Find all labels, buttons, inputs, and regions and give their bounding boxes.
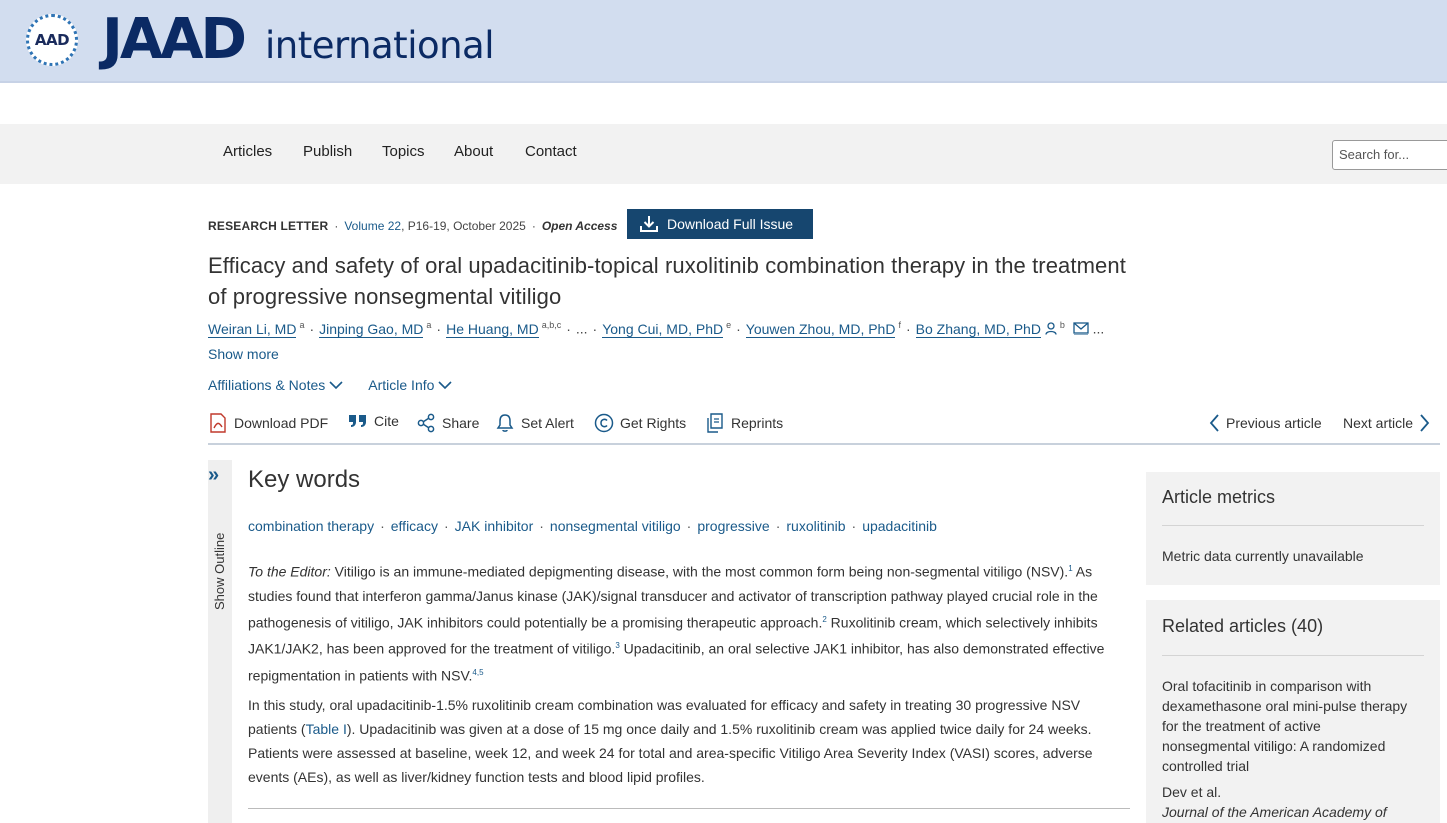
download-pdf-button[interactable]: Download PDF xyxy=(208,413,328,433)
quote-icon xyxy=(348,413,368,429)
email-icon[interactable] xyxy=(1073,321,1089,335)
reference-link[interactable]: 3 xyxy=(615,641,620,651)
person-icon xyxy=(1045,322,1057,335)
reprints-button[interactable]: Reprints xyxy=(705,413,783,433)
nav-about[interactable]: About xyxy=(454,143,494,160)
related-article-authors: Dev et al. xyxy=(1162,784,1222,800)
keyword-link[interactable]: upadacitinib xyxy=(862,518,937,534)
nav-contact[interactable]: Contact xyxy=(525,143,577,160)
set-alert-button[interactable]: Set Alert xyxy=(495,413,574,433)
authors-ellipsis: ... xyxy=(575,320,588,337)
keyword-link[interactable]: nonsegmental vitiligo xyxy=(549,518,681,534)
author-link[interactable]: Jinping Gao, MD xyxy=(319,320,424,337)
body-paragraph-2: In this study, oral upadacitinib-1.5% ruxolitinib cream combination was evaluated for efficacy and safety in treating 30 progressive NSV patients (Table I). Upadacitinib was given at a dose of 15 mg once daily and 1.5% ruxolitinib cream was applied twice daily for 24 weeks. Patients were assessed at baseline, week 12, and week 24 for total and area-specific Vitiligo Area Severity Index (VASI) scores, adverse events (AEs), as well as liver/kidney function tests and blood lipid profiles. xyxy=(248,697,1093,785)
keywords-list: combination therapy · efficacy · JAK inhibitor · nonsegmental vitiligo · progressive · ruxolitinib · upadacitinib xyxy=(248,518,937,534)
share-button[interactable]: Share xyxy=(416,413,479,433)
show-more-link[interactable]: Show more xyxy=(208,346,279,362)
article-type: RESEARCH LETTER xyxy=(208,219,329,233)
international-brand[interactable]: international xyxy=(265,24,495,67)
chevron-right-icon xyxy=(1419,413,1431,433)
nav-topics[interactable]: Topics xyxy=(382,143,425,160)
article-toolbar xyxy=(208,411,1440,445)
reference-link[interactable]: 1 xyxy=(1068,564,1073,573)
copyright-icon xyxy=(594,413,614,433)
reference-link[interactable]: 4,5 xyxy=(472,667,484,677)
aad-logo[interactable]: AAD xyxy=(26,14,78,66)
jaad-brand[interactable]: JAAD xyxy=(102,7,244,72)
article-metrics-panel xyxy=(1146,472,1440,585)
article-info-toggle[interactable]: Article Info xyxy=(368,377,452,393)
chevron-left-icon xyxy=(1208,413,1220,433)
bell-icon xyxy=(495,413,515,433)
author-link[interactable]: Yong Cui, MD, PhD xyxy=(602,320,724,337)
affiliations-toggle[interactable]: Affiliations & Notes xyxy=(208,377,343,393)
related-article-journal: Journal of the American Academy of xyxy=(1162,804,1387,820)
author-link[interactable]: Weiran Li, MD xyxy=(208,320,297,337)
search-input[interactable]: Search for... xyxy=(1332,140,1447,170)
related-articles-panel xyxy=(1146,600,1440,823)
author-link[interactable]: He Huang, MD xyxy=(446,320,539,337)
get-rights-button[interactable]: Get Rights xyxy=(594,413,686,433)
reprints-icon xyxy=(705,413,725,433)
show-outline-label: Show Outline xyxy=(212,532,227,610)
double-chevron-right-icon: » xyxy=(208,464,220,486)
chevron-down-icon xyxy=(329,381,343,390)
site-header xyxy=(0,0,1447,83)
nav-publish[interactable]: Publish xyxy=(303,143,353,160)
share-icon xyxy=(416,413,436,433)
metrics-text: Metric data currently unavailable xyxy=(1162,548,1364,564)
download-icon xyxy=(639,215,659,233)
pdf-icon xyxy=(208,413,228,433)
keyword-link[interactable]: JAK inhibitor xyxy=(454,518,534,534)
keyword-link[interactable]: combination therapy xyxy=(248,518,375,534)
download-full-issue-button[interactable] xyxy=(627,209,813,239)
body-paragraph-1: To the Editor: Vitiligo is an immune-mediated depigmenting disease, with the most common form being non-segmental vitiligo (NSV).$^1$ As studies found that interferon gamma/Janus kinase (JAK)/signal transducer and activator of transcription pathway played crucial role in the pathogenesis of vitiligo, JAK inhibitors could potentially be a promising therapeutic approach.$^2$ Ruxolitinib cream, which selectively inhibits JAK1/JAK2, has been approved for the treatment of vitiligo.$^3$ Upadacitinib, an oral selective JAK1 inhibitor, has also demonstrated effective repigmentation in patients with NSV.$^{4,5}$ xyxy=(248,563,1105,684)
next-article-button[interactable]: Next article xyxy=(1343,413,1431,433)
main-nav xyxy=(0,124,1447,184)
author-link[interactable]: Youwen Zhou, MD, PhD xyxy=(745,320,896,337)
article-meta: RESEARCH LETTER · Volume 22, P16-19, October 2025 · Open Access xyxy=(208,219,618,233)
author-link[interactable]: Bo Zhang, MD, PhD xyxy=(915,320,1041,337)
keywords-heading: Key words xyxy=(248,466,361,493)
related-article-link[interactable]: Oral tofacitinib in comparison with dexamethasone oral mini-pulse therapy for the treatment of active nonsegmental vitiligo: A randomized controlled trial xyxy=(1162,678,1408,774)
article-title: Efficacy and safety of oral upadacitinib-topical ruxolitinib combination therapy in the treatment of progressive nonsegmental vitiligo xyxy=(208,253,1126,309)
keyword-link[interactable]: ruxolitinib xyxy=(786,518,846,534)
download-full-issue-label: Download Full Issue xyxy=(667,216,794,232)
chevron-down-icon xyxy=(438,381,452,390)
open-access-label: Open Access xyxy=(541,219,618,233)
volume-link[interactable]: Volume 22 xyxy=(344,219,402,233)
author-list: Weiran Li, MD $^a$ · Jinping Gao, MD $^a$ · He Huang, MD $^{a,b,c}$ · ... · Yong Cui, MD, PhD $^e$ · Youwen Zhou, MD, PhD $^f$ · Bo Zhang, MD, PhD $^b$ ... xyxy=(208,320,1105,337)
keyword-link[interactable]: progressive xyxy=(697,518,770,534)
cite-button[interactable]: Cite xyxy=(348,413,399,429)
authors-trailing-ellipsis: ... xyxy=(1092,320,1105,337)
divider xyxy=(1162,655,1424,656)
table-link[interactable]: Table I xyxy=(305,721,347,737)
previous-article-button[interactable]: Previous article xyxy=(1208,413,1322,433)
pages-date: , P16-19, October 2025 xyxy=(401,219,526,233)
outline-toggle[interactable] xyxy=(208,460,232,823)
keyword-link[interactable]: efficacy xyxy=(390,518,438,534)
related-title: Related articles (40) xyxy=(1162,616,1324,636)
article-toggles xyxy=(208,377,474,393)
reference-link[interactable]: 2 xyxy=(822,614,827,624)
divider xyxy=(1162,525,1424,526)
section-divider xyxy=(248,808,1130,809)
nav-articles[interactable]: Articles xyxy=(223,143,273,160)
metrics-title: Article metrics xyxy=(1162,487,1276,507)
